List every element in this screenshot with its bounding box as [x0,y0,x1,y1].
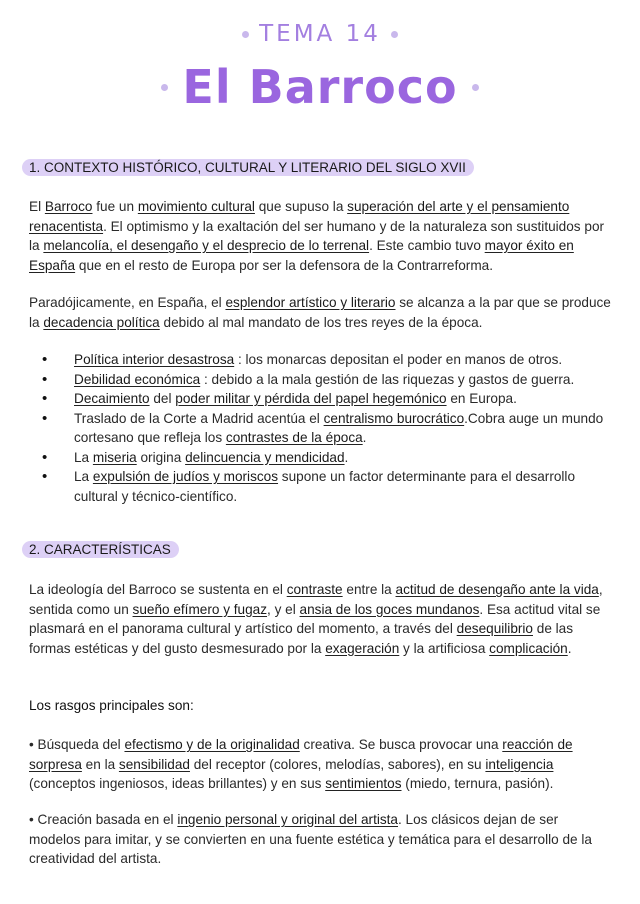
underlined-text: miseria [92,449,137,465]
text: (conceptos ingeniosos, ideas brillantes) y en sus [29,776,326,791]
text: que supuso la [254,199,348,214]
underlined-text: actitud de desengaño ante la vida [395,582,599,597]
text: del receptor (colores, melodías, sabores), en su [189,756,486,772]
text: : los monarcas depositan el poder en manos de otros. [234,352,563,367]
underlined-text: sueño efímero y fugaz [132,601,268,617]
decor-dot-icon [161,84,168,91]
text: . Esa actitud vital se plasmará en el panorama cultural y artístico del momento, a través del [29,601,601,636]
text: en la [81,756,119,772]
text: y la artificiosa [399,640,490,656]
text: fue un [92,199,138,214]
text: La [74,469,93,484]
text: en Europa. [446,391,517,406]
text: origina [136,449,186,465]
underlined-text: contrastes de la época [225,430,363,445]
underlined-text: expulsión de judíos y moriscos [92,469,279,484]
decor-dot-icon [391,31,398,38]
underlined-text: sensibilidad [118,756,190,772]
underlined-text: sentimientos [325,776,402,791]
underlined-text: superación del arte y el pensamiento renacentista [29,199,570,234]
underlined-text: exageración [325,640,400,656]
text: Traslado de la Corte a Madrid acentúa el [74,410,324,426]
title-row [0,58,640,116]
underlined-text: contraste [286,582,343,597]
section2-heading-wrap [22,541,179,559]
text: .Cobra auge un mundo cortesano que refleja los [74,410,604,445]
header [0,14,640,116]
text: . [344,449,349,465]
list-item [29,350,613,370]
list-item [29,409,613,448]
text: • Creación basada en el [29,812,178,827]
underlined-text: centralismo burocrático [323,410,465,426]
underlined-text: inteligencia [485,756,554,772]
tema-label: TEMA 14 [259,21,381,47]
text: : debido a la mala gestión de las riquezas y gastos de guerra. [200,371,575,387]
text: creativa. Se busca provocar una [299,737,503,752]
paragraph [29,580,613,658]
underlined-text: complicación [489,640,568,656]
page-title: El Barroco [182,60,458,114]
underlined-text: ingenio personal y original del artista [177,812,398,827]
rasgos-label: Los rasgos principales son: [29,698,194,713]
list-item [29,448,613,468]
text: , sentida como un [29,582,603,617]
text: debido al mal mandato de los tres reyes de la época. [159,314,483,330]
underlined-text: melancolía, el desengaño y el desprecio de lo terrenal [43,238,370,253]
paragraph [29,293,613,332]
underlined-text: decadencia política [43,314,160,330]
underlined-text: mayor éxito en España [29,238,574,273]
rasgo-item [29,735,613,794]
underlined-text: efectismo y de la originalidad [124,737,300,752]
underlined-text: movimiento cultural [137,199,255,214]
text: , y el [267,601,300,617]
underlined-text: reacción de sorpresa [29,737,573,772]
text: que en el resto de Europa por ser la defensora de la Contrarreforma. [75,257,493,273]
rasgos-label-wrap [29,696,613,716]
text: . [362,430,367,445]
text: . [567,640,572,656]
section-heading: 1. CONTEXTO HISTÓRICO, CULTURAL Y LITERARIO DEL SIGLO XVII [22,159,474,176]
text: . El optimismo y la exaltación del ser humano y de la naturaleza son sustituidos por la [29,218,605,253]
rasgo-item [29,810,613,869]
text: supone un factor determinante para el desarrollo cultural y técnico-científico. [74,469,576,504]
text: de las formas estéticas y del gusto desmesurado por la [29,621,574,656]
text: El [29,199,45,214]
text: Paradójicamente, en España, el [29,295,226,310]
decor-dot-icon [472,84,479,91]
text: del [149,391,176,406]
list-item [29,370,613,390]
underlined-text: Debilidad económica [74,371,201,387]
list-item [29,467,613,506]
text: La ideología del Barroco se sustenta en el [29,582,287,597]
text: La [74,449,93,465]
list-item [29,389,613,409]
underlined-text: Decaimiento [74,391,150,406]
text: entre la [342,582,396,597]
tema-row [0,14,640,54]
text: • Búsqueda del [29,737,125,752]
paragraph [29,197,613,275]
underlined-text: esplendor artístico y literario [225,295,396,310]
text: . Este cambio tuvo [369,238,485,253]
underlined-text: poder militar y pérdida del papel hegemónico [175,391,447,406]
text: se alcanza a la par que se produce la [29,295,611,330]
underlined-text: desequilibrio [456,621,533,636]
underlined-text: Barroco [44,199,93,214]
decor-dot-icon [242,31,249,38]
underlined-text: ansia de los goces mundanos [299,601,480,617]
bullet-list [29,350,613,506]
underlined-text: Política interior desastrosa [74,352,235,367]
text: (miedo, ternura, pasión). [401,776,554,791]
text: . Los clásicos dejan de ser modelos para imitar, y se convierten en una fuente estética y temática para el desarrollo de la creatividad del artista. [29,812,592,866]
section-heading: 2. CARACTERÍSTICAS [22,541,179,558]
section1-heading-wrap [22,159,474,177]
underlined-text: delincuencia y mendicidad [185,449,345,465]
